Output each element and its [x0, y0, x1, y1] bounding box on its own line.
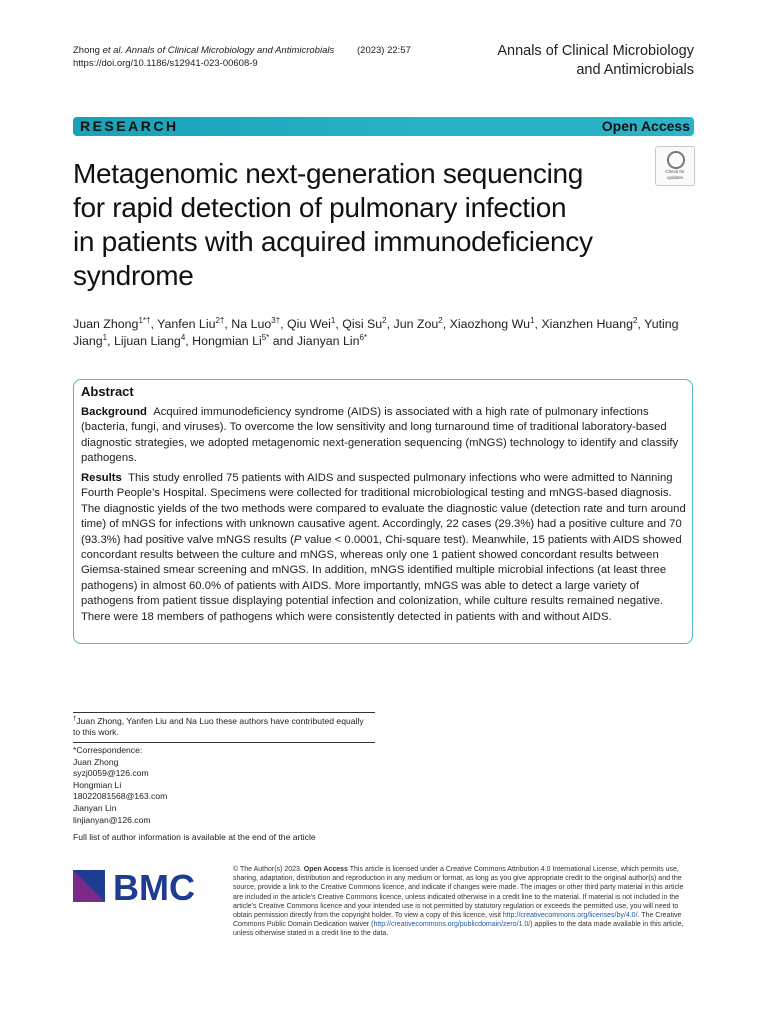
license-text: ) applies to the data made available in this article, unless otherwise stated in a credit line to the data.	[233, 921, 684, 938]
title-line: for rapid detection of pulmonary infection	[73, 192, 567, 223]
contact-name: Juan Zhong	[73, 756, 119, 767]
bmc-logo-text: BMC	[113, 868, 195, 904]
citation-etal: et al.	[102, 45, 124, 56]
author-name[interactable]: Jianyan Lin	[296, 334, 360, 348]
author-affiliation-mark: 2	[382, 315, 387, 325]
running-citation	[73, 44, 411, 70]
title-line: syndrome	[73, 260, 194, 291]
license-statement	[233, 865, 695, 939]
crossmark-line1: Check for	[665, 169, 685, 174]
citation-journal: Annals of Clinical Microbiology and Antimicrobials	[123, 45, 335, 56]
results-text-cont: value < 0.0001, Chi-square test). Meanwhile, 15 patients with AIDS showed concordant results between the culture and mNGS, whereas only one 1 patient showed concordant results between Giemsa-stained smear screening and mNGS. In addition, mNGS identified multiple microbial infections (at least three pathogens) in almost 60.0% of patients with AIDS. More importantly, mNGS was able to detect a large variety of pathogens from patient tissue displaying potential infection and colonization, while culture results remained negative. There were 18 members of pathogens which were consistently detected in patients with and without AIDS.	[81, 533, 682, 623]
license-open-access: Open Access	[303, 866, 348, 873]
abstract-results	[81, 471, 686, 625]
journal-name-line1: Annals of Clinical Microbiology	[497, 43, 694, 59]
section-label: RESEARCH	[80, 118, 179, 134]
contact-email[interactable]: linjianyan@126.com	[73, 814, 151, 825]
copyright-text: © The Author(s) 2023.	[233, 866, 304, 873]
equal-contribution-text: Juan Zhong, Yanfen Liu and Na Luo these authors have contributed equally to this work.	[73, 715, 364, 738]
author-affiliation-mark: 2	[632, 315, 638, 325]
title-line: Metagenomic next-generation sequencing	[73, 158, 584, 189]
background-label: Background	[81, 406, 147, 418]
author-affiliation-mark: 4	[180, 332, 186, 342]
contact-email[interactable]: syzj0059@126.com	[73, 768, 149, 779]
contact-email[interactable]: 18022081568@163.com	[73, 791, 168, 802]
p-value-symbol: P	[293, 533, 302, 546]
journal-name-line2: and Antimicrobials	[576, 62, 694, 78]
cc-by-link[interactable]: http://creativecommons.org/licenses/by/4.0/	[502, 912, 638, 920]
author-name[interactable]: Jun Zou	[393, 317, 439, 331]
author-name[interactable]: Xianzhen Huang	[541, 317, 633, 331]
author-list: Juan Zhong$^{1*\dagger}$, Yanfen Liu$^{2\dagger}$, Na Luo$^{3\dagger}$, Qiu Wei$^1$, Qisi Su$^2$, Jun Zou$^2$, Xiaozhong Wu$^1$, Xianzhen Huang$^2$, Yuting Jiang$^1$, Lijuan Liang$^4$, Hongmian $Li^{5*}$ and Jianyan Lin$^{6*}$	[73, 315, 679, 348]
dagger-mark: †	[73, 716, 77, 722]
author-affiliation-mark: 1	[330, 315, 336, 325]
author-name[interactable]: Yanfen Liu	[157, 317, 216, 331]
author-affiliation-mark: 5*	[261, 332, 270, 342]
author-info-note: Full list of author information is available at the end of the article	[73, 832, 316, 842]
results-label: Results	[81, 472, 122, 484]
correspondence-label: *Correspondence:	[73, 745, 143, 755]
crossmark-icon	[667, 151, 685, 169]
check-for-updates-badge[interactable]	[655, 146, 695, 186]
bmc-logo	[73, 868, 213, 904]
author-affiliation-mark: 2	[438, 315, 443, 325]
footnote-divider	[73, 712, 375, 713]
abstract-heading: Abstract	[81, 384, 134, 399]
article-title	[73, 157, 643, 293]
journal-name	[497, 42, 694, 80]
doi-link[interactable]: https://doi.org/10.1186/s12941-023-00608-9	[73, 58, 258, 69]
author-affiliation-mark: 2†	[215, 315, 225, 325]
open-access-label: Open Access	[601, 118, 690, 134]
abstract-background	[81, 405, 686, 467]
author-affiliation-mark: 1	[530, 315, 535, 325]
license-text: This article is licensed under a Creative Commons Attribution 4.0 International License, which permits use, sharing, adaptation, distribution and reproduction in any medium or format, as long as you give appropriate credit to the original author(s) and the source, provide a link to the Creative Commons licence, and indicate if changes were made. The images or other third party material in this article are included in the article's Creative Commons licence, unless indicated otherwise in a credit line to the material. If material is not included in the article's Creative Commons licence and your intended use is not permitted by statutory regulation or exceeds the permitted use, you will need to obtain permission directly from the copyright holder. To view a copy of this licence, visit	[233, 866, 684, 920]
license-text: . The Creative Commons Public Domain Dedication waiver (	[233, 912, 682, 929]
author-name[interactable]: Hongmian Li	[192, 334, 262, 348]
results-text: This study enrolled 75 patients with AIDS and suspected pulmonary infections who were admitted to Nanning Fourth People’s Hospital. Specimens were collected for traditional microbiological testing and mNGS-based diagnosis. The diagnostic yields of the two methods were compared to evaluate the diagnostic value (detection rate and turn around time) of mNGS for infections with unknown causative agent. Accordingly, 22 cases (29.3%) had a positive culture and 70 (93.3%) had positive valve mNGS results (	[81, 472, 686, 546]
author-affiliation-mark: 1	[102, 332, 108, 342]
author-affiliation-mark: 1*†	[138, 315, 151, 325]
author-affiliation-mark: 3†	[271, 315, 281, 325]
author-name[interactable]: Yuting Jiang	[73, 317, 679, 348]
background-text: Acquired immunodeficiency syndrome (AIDS) is associated with a high rate of pulmonary infections (bacteria, fungi, and viruses). To overcome the low sensitivity and long turnaround time of traditional laboratory-based diagnostic strategies, we adopted metagenomic next-generation sequencing (mNGS) technology to identify and classify pathogens.	[81, 406, 679, 465]
author-name[interactable]: Qisi Su	[342, 317, 383, 331]
author-name[interactable]: Juan Zhong	[73, 317, 139, 331]
cc0-link[interactable]: http://creativecommons.org/publicdomain/zero/1.0/	[373, 921, 531, 929]
author-affiliation-mark: 6*	[359, 332, 368, 342]
contact-name: Hongmian Li	[73, 779, 122, 790]
citation-year: (2023) 22:57	[357, 45, 411, 56]
author-name[interactable]: Lijuan Liang	[113, 334, 181, 348]
author-name[interactable]: Na Luo	[231, 317, 272, 331]
contact-name: Jianyan Lin	[73, 802, 117, 813]
title-line: in patients with acquired immunodeficiency	[73, 226, 593, 257]
crossmark-line2: updates	[666, 174, 683, 180]
footnote-divider	[73, 742, 375, 743]
author-name[interactable]: Xiaozhong Wu	[449, 317, 531, 331]
author-name[interactable]: Qiu Wei	[287, 317, 331, 331]
citation-authors: Zhong	[73, 45, 103, 56]
correspondence-block	[73, 745, 373, 826]
equal-contribution-note	[73, 714, 373, 739]
